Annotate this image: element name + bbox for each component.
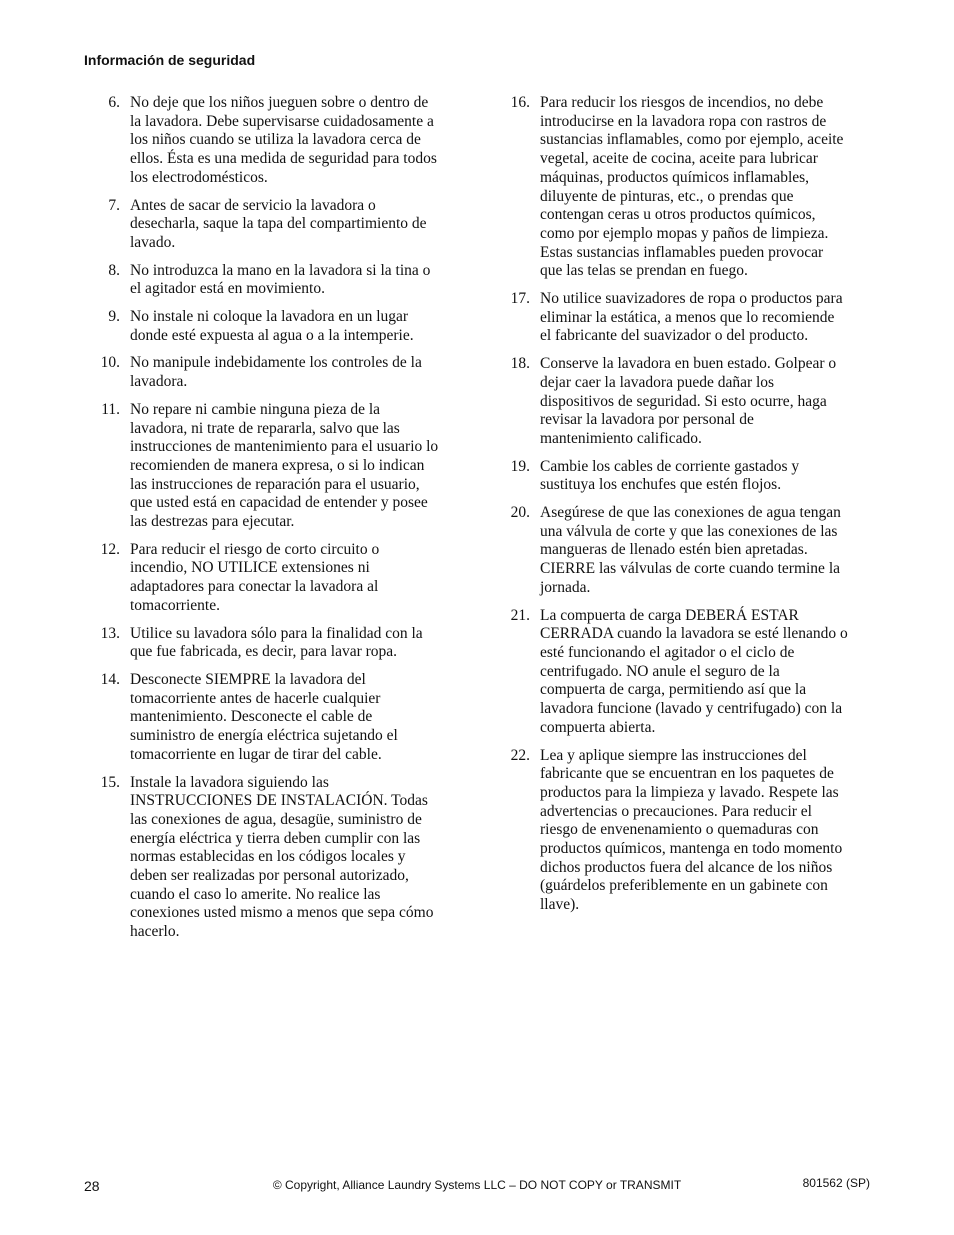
- item-text: Cambie los cables de corriente gastados y sustituya los enchufes que estén flojos.: [540, 457, 800, 494]
- item-text: Para reducir el riesgo de corto circuito o incendio, NO UTILICE extensiones ni adaptadores para conectar la lavadora al tomacorriente.: [130, 540, 380, 614]
- page-number: 28: [84, 1178, 100, 1194]
- item-number: 22.: [510, 746, 530, 764]
- item-text: Lea y aplique siempre las instrucciones del fabricante que se encuentran en los paquetes de productos para la limpieza y lavado. Respete las advertencias o precauciones. Para reducir el riesgo de envenenamiento o quemaduras con productos químicos, mantenga en todo momento dichos productos fuera del alcance de los niños (guárdelos preferiblemente en un gabinete con llave).: [540, 746, 843, 914]
- item-number: 21.: [510, 606, 530, 624]
- list-item: [494, 355, 872, 449]
- list-item: [494, 504, 872, 598]
- item-number: 13.: [100, 624, 120, 642]
- item-number: 12.: [100, 540, 120, 558]
- item-text: Instale la lavadora siguiendo las INSTRUCCIONES DE INSTALACIÓN. Todas las conexiones de agua, desagüe, suministro de energía eléctrica y tierra deben cumplir con las normas establecidas en los códigos locales y deben ser realizadas por personal autorizado, cuando el caso lo amerite. No realice las conexiones usted mismo a menos que sepa cómo hacerlo.: [130, 773, 434, 941]
- item-number: 9.: [108, 308, 120, 326]
- list-item: [84, 354, 458, 391]
- item-number: 20.: [510, 504, 530, 522]
- list-item: [494, 607, 872, 738]
- item-text: Conserve la lavadora en buen estado. Golpear o dejar caer la lavadora puede dañar los dispositivos de seguridad. Si esto ocurre, haga revisar la lavadora por personal de mantenimiento calificado.: [540, 355, 837, 447]
- item-text: No deje que los niños jueguen sobre o dentro de la lavadora. Debe supervisarse cuidadosamente a los niños cuando se utiliza la lavadora cerca de ellos. Ésta es una medida de seguridad para todos los electrodomésticos.: [130, 94, 437, 186]
- list-item: [84, 308, 458, 345]
- item-text: No manipule indebidamente los controles de la lavadora.: [130, 354, 422, 391]
- document-number: 801562 (SP): [802, 1176, 870, 1190]
- list-item: [84, 774, 458, 942]
- list-item: [84, 671, 458, 765]
- item-number: 11.: [101, 400, 120, 418]
- copyright-notice: © Copyright, Alliance Laundry Systems LLC – DO NOT COPY or TRANSMIT: [272, 1178, 682, 1192]
- list-item: [494, 290, 872, 346]
- item-text: Antes de sacar de servicio la lavadora o desecharla, saque la tapa del compartimiento de lavado.: [130, 196, 427, 251]
- list-item: [494, 458, 872, 495]
- item-text: Para reducir los riesgos de incendios, no debe introducirse en la lavadora ropa con rastros de sustancias inflamables, como por ejemplo, aceite vegetal, aceite de cocina, aceite para lubricar máquinas, productos químicos inflamables, diluyente de pinturas, etc., o prendas que contengan ceras u otros productos químicos, como por ejemplo mopas y paños de limpieza. Estas sustancias inflamables pueden provocar que las telas se prendan en fuego.: [540, 94, 844, 280]
- item-number: 19.: [510, 457, 530, 475]
- item-number: 14.: [100, 670, 120, 688]
- right-column: [494, 94, 872, 924]
- item-text: No utilice suavizadores de ropa o productos para eliminar la estática, a menos que lo recomiende el fabricante del suavizador o del producto.: [540, 290, 843, 345]
- list-item: [84, 625, 458, 662]
- item-text: No instale ni coloque la lavadora en un lugar donde esté expuesta al agua o a la intemperie.: [130, 308, 414, 344]
- list-item: [84, 262, 458, 299]
- item-number: 18.: [510, 355, 530, 373]
- list-item: [84, 197, 458, 253]
- item-text: No introduzca la mano en la lavadora si la tina o el agitador está en movimiento.: [130, 261, 431, 298]
- item-number: 7.: [108, 196, 120, 214]
- item-number: 16.: [510, 94, 530, 111]
- item-number: 10.: [100, 354, 120, 372]
- item-text: Utilice su lavadora sólo para la finalidad con la que fue fabricada, es decir, para lavar ropa.: [130, 624, 423, 661]
- list-item: [84, 401, 458, 532]
- list-item: [84, 94, 458, 188]
- list-item: [494, 747, 872, 915]
- item-text: La compuerta de carga DEBERÁ ESTAR CERRADA cuando la lavadora se esté llenando o esté funcionando el agitador o el ciclo de centrifugado. NO anule el seguro de la compuerta de carga, permitiendo así que la lavadora funcione (lavado y centrifugado) con la compuerta abierta.: [540, 606, 848, 736]
- list-item: [84, 541, 458, 616]
- item-number: 17.: [510, 290, 530, 308]
- item-number: 8.: [108, 261, 120, 279]
- item-number: 6.: [108, 94, 120, 111]
- item-text: Asegúrese de que las conexiones de agua tengan una válvula de corte y que las conexiones de las mangueras de llenado estén bien apretadas. CIERRE las válvulas de corte cuando termine la jornada.: [540, 504, 841, 596]
- item-text: No repare ni cambie ninguna pieza de la lavadora, ni trate de repararla, salvo que las instrucciones de mantenimiento para el usuario lo recomienden de manera expresa, o si lo indican las instrucciones de reparación para el usuario, que usted está en capacidad de entender y posee las destrezas para ejecutar.: [130, 400, 439, 531]
- item-number: 15.: [100, 773, 120, 791]
- section-title: Información de seguridad: [84, 52, 256, 68]
- list-item: [494, 94, 872, 281]
- item-text: Desconecte SIEMPRE la lavadora del tomacorriente antes de hacerle cualquier mantenimiento. Desconecte el cable de suministro de energía eléctrica sujetando el tomacorriente en lugar de tirar del cable.: [130, 670, 398, 763]
- left-column: [84, 94, 458, 951]
